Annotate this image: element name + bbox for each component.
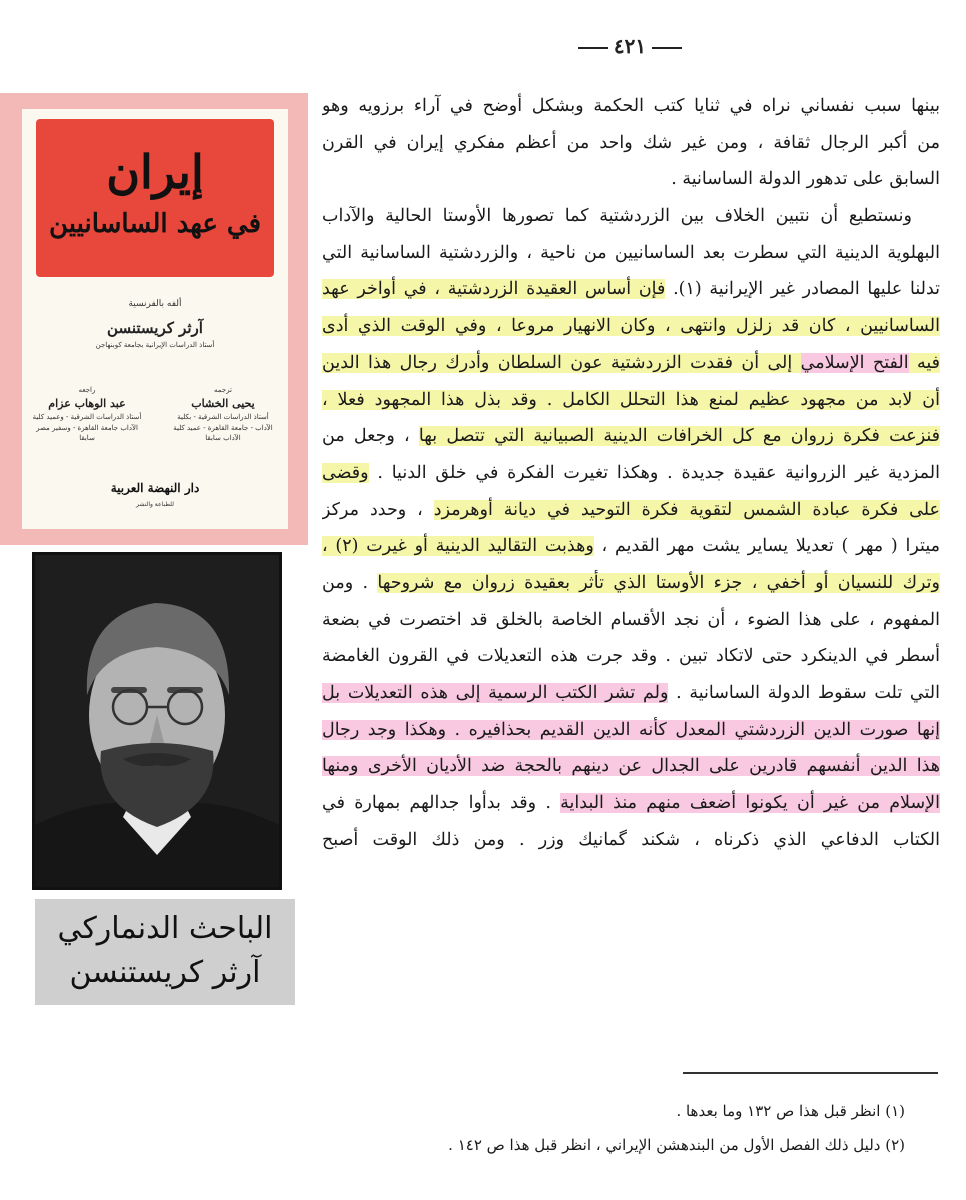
text-line bbox=[322, 785, 940, 822]
text-segment: المفهوم ، على هذا الضوء ، أن نجد الأقسام الخاصة بالخلق قد اختصرت في بضعة bbox=[322, 609, 940, 630]
highlight-yellow: الساسانيين ، كان قد زلزل وانتهى ، وكان الانهيار مروعا ، وفي الوقت الذي أدى bbox=[322, 316, 940, 337]
text-segment: . ومن bbox=[322, 572, 378, 593]
cover-reviewer-block bbox=[32, 385, 142, 444]
highlight-yellow: وقضى bbox=[322, 462, 369, 483]
cover-publisher: دار النهضة العربية bbox=[110, 481, 200, 495]
highlight-yellow: إلى أن فقدت الزردشتية عون السلطان وأدرك رجال هذا الدين bbox=[322, 352, 801, 373]
page-body-text bbox=[322, 88, 940, 858]
text-segment: من أكبر الرجال ثقافة ، ومن غير شك واحد من أعظم مفكري إيران في القرن bbox=[322, 132, 940, 153]
cover-title: إيران bbox=[106, 145, 204, 199]
text-line bbox=[322, 235, 940, 272]
book-cover bbox=[0, 93, 308, 545]
highlight-yellow: فإن أساس العقيدة الزردشتية ، في أواخر عهد bbox=[322, 279, 666, 300]
cover-translator-block bbox=[168, 385, 278, 444]
footnotes bbox=[330, 1094, 905, 1162]
text-line bbox=[322, 308, 940, 345]
highlight-pink: الإسلام من غير أن يكونوا أضعف منهم منذ البداية bbox=[560, 793, 940, 814]
text-segment: ميترا ( مهر ) تعديلا يساير يشت مهر القديم ، bbox=[593, 536, 940, 557]
text-segment: التي تلت سقوط الدولة الساسانية . bbox=[668, 683, 940, 703]
cover-author: آرثر كريستنسن bbox=[107, 319, 203, 337]
page-number-dash-right bbox=[652, 47, 682, 49]
page-number-dash-left bbox=[578, 47, 608, 49]
text-line bbox=[322, 602, 940, 639]
text-segment: ونستطيع أن نتبين الخلاف بين الزردشتية كما تصورها الأوستا الحالية والآداب bbox=[322, 206, 912, 227]
text-line bbox=[322, 638, 940, 675]
footnote-2: (٢) دليل ذلك الفصل الأول من البندهشن الإيراني ، انظر قبل هذا ص ١٤٢ . bbox=[448, 1136, 905, 1154]
highlight-pink: ولم تشر الكتب الرسمية إلى هذه التعديلات بل bbox=[322, 683, 669, 703]
highlight-pink: الفتح الإسلامي bbox=[800, 352, 909, 373]
cover-reviewer-label: راجعه bbox=[78, 386, 96, 394]
text-line bbox=[322, 345, 940, 382]
caption-line-1: الباحث الدنماركي bbox=[57, 911, 273, 946]
cover-author-desc: أستاذ الدراسات الإيرانية بجامعة كوبنهاجن bbox=[95, 341, 215, 349]
page-number-text: ٤٢١ bbox=[613, 34, 647, 58]
portrait-caption bbox=[35, 899, 295, 1005]
cover-author-label: ألفه بالفرنسية bbox=[128, 299, 182, 309]
highlight-pink: هذا الدين أنفسهم قادرين على الجدال عن دينهم بالحجة ضد الأديان الأخرى ومنها bbox=[322, 756, 940, 777]
text-segment: بينها سبب نفساني نراه في ثنايا كتب الحكمة وبشكل أوضح في آراء برزويه وهو bbox=[322, 96, 940, 116]
text-segment: ، وجعل من bbox=[322, 426, 419, 447]
text-line bbox=[322, 125, 940, 162]
text-segment: ، وحدد مركز bbox=[322, 499, 434, 520]
cover-publisher-line: للطباعة والنشر bbox=[136, 501, 174, 508]
portrait-photo bbox=[35, 555, 279, 887]
text-line bbox=[322, 565, 940, 602]
text-segment: أسطر في الدينكرد حتى لاتكاد تبين . وقد جرت هذه التعديلات في القرون الغامضة bbox=[322, 646, 940, 667]
text-line bbox=[322, 161, 940, 198]
text-line bbox=[322, 88, 940, 125]
caption-line-2: آرثر كريستنسن bbox=[69, 955, 261, 990]
cover-title-block bbox=[36, 119, 274, 277]
cover-translator: يحيى الخشاب bbox=[191, 396, 255, 410]
cover-reviewer-desc: أستاذ الدراسات الشرقية - وعميد كلية الآداب جامعة القاهرة - وسفير مصر سابقا bbox=[32, 413, 142, 442]
footnote-divider bbox=[683, 1072, 938, 1074]
text-line bbox=[322, 528, 940, 565]
highlight-yellow: لتقوية فكرة التوحيد في ديانة أوهرمزد bbox=[433, 499, 733, 520]
cover-subtitle: في عهد الساسانيين bbox=[48, 209, 262, 239]
book-cover-page bbox=[22, 109, 288, 529]
text-segment: الكتاب الدفاعي الذي ذكرناه ، شكند گمانيك وزر . ومن ذلك الوقت أصبح bbox=[322, 829, 940, 850]
text-line bbox=[322, 198, 940, 235]
text-line bbox=[322, 418, 940, 455]
highlight-pink: إنها صورت الدين الزردشتي المعدل كأنه الدين القديم بحذافيره . وهكذا وجد رجال bbox=[322, 719, 940, 740]
cover-reviewer: عبد الوهاب عزام bbox=[48, 396, 126, 410]
author-portrait bbox=[32, 552, 282, 890]
highlight-yellow: فيه bbox=[908, 352, 940, 373]
text-segment: المزدية غير الزروانية عقيدة جديدة . وهكذا تغيرت الفكرة في خلق الدنيا . bbox=[368, 462, 940, 483]
cover-translator-desc: أستاذ الدراسات الشرقية - بكلية الآداب - جامعة القاهرة - عميد كلية الآداب سابقا bbox=[173, 413, 273, 442]
text-line bbox=[322, 455, 940, 492]
text-line bbox=[322, 271, 940, 308]
highlight-yellow: فنزعت فكرة زروان مع كل الخرافات الدينية الصبيانية التي تتصل بها bbox=[418, 426, 940, 447]
text-line bbox=[322, 822, 940, 859]
highlight-yellow: على فكرة عبادة الشمس bbox=[732, 499, 940, 520]
cover-translator-label: ترجمه bbox=[214, 386, 232, 394]
text-segment: تدلنا عليها المصادر غير الإيرانية (١). bbox=[665, 279, 940, 300]
text-line bbox=[322, 748, 940, 785]
text-segment: . وقد بدأوا جدالهم بمهارة في bbox=[322, 793, 561, 814]
footnote-1: (١) انظر قبل هذا ص ١٣٢ وما بعدها . bbox=[676, 1102, 905, 1120]
text-segment: البهلوية الدينية التي سطرت بعد الساسانيين من ناحية ، والزردشتية الساسانية التي bbox=[322, 242, 940, 263]
text-segment: السابق على تدهور الدولة الساسانية . bbox=[671, 169, 940, 190]
text-line bbox=[322, 675, 940, 712]
page-number bbox=[570, 34, 690, 58]
text-line bbox=[322, 492, 940, 529]
highlight-yellow: وترك للنسيان أو أخفي ، جزء الأوستا الذي تأثر بعقيدة زروان مع شروحها bbox=[377, 572, 940, 593]
text-line bbox=[322, 712, 940, 749]
text-line bbox=[322, 382, 940, 419]
highlight-yellow: وهذبت التقاليد الدينية أو غيرت (٢) ، bbox=[322, 536, 594, 557]
highlight-yellow: أن لابد من مجهود عظيم لمنع هذا التحلل الكامل . وقد بذل هذا المجهود فعلا ، bbox=[322, 389, 940, 410]
